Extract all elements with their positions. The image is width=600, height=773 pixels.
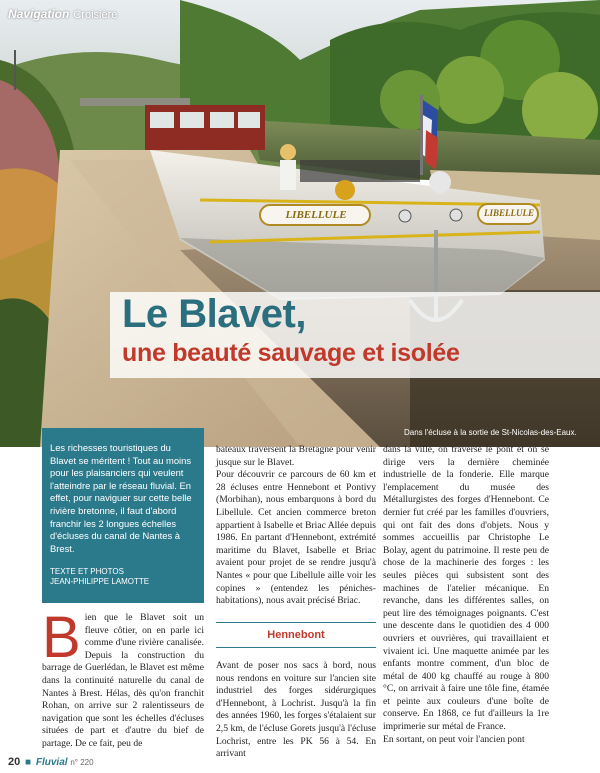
boat-name-front: LIBELLULE (285, 209, 347, 221)
page-number: 20 (8, 756, 21, 768)
article-column-2 (216, 444, 376, 608)
column-1-text: ien que le Blavet soit un fleuve côtier, on en parle ici comme d'une rivière canalisée. Depuis la construction du barrage de Guerlédan, le Blavet est même dans la continuité naturelle du canal de Nantes à Brest. Hélas, dès qu'on franchit Rohan, on arrive sur 2 ralentisseurs de navigation que sont les échelles d'écluses situées de part et d'autre du bief de partage. De ce fait, peu de (42, 612, 204, 749)
column-2-bottom-text: Avant de poser nos sacs à bord, nous nous rendons en voiture sur l'ancien site industriel des forges sidérurgiques d'Hennebont, à Lochrist. Jusqu'à la fin des années 1960, les forges s'étalaient sur 2,5 km, de l'écluse Gorets jusqu'à l'écluse Lochrist, entre les PK 56 à 54. En arrivant (216, 660, 376, 760)
column-2-top: bateaux traversent la Bretagne pour venir jusque sur le Blavet. (216, 444, 376, 468)
column-3-paragraph-1: dans la ville, on traverse le pont et on se dirige vers la dernière cheminée industrielle de la fonderie. Elle marque l'emplacement du musée des Métallurgistes des forges d'Hennebont. Ce dernier fut créé par les familles d'ouvriers, qui ont fait des dons d'objets. Nous y sommes accueillis par Christophe Le Bolay, agent du patrimoine. Il reste peu de chose de la machinerie des forges : les seules pièces qui subsistent sont des machines de l'atelier mécanique. En revanche, dans les différentes salles, on peut lire des témoignages poignants. C'est une descente dans le quotidien des 4 000 ouvriers et ouvrières, qui travaillaient et vivaient ici. Une maquette animée par les enfants montre comment, d'un bloc de métal de 400 kg chauffé au rouge à 800 °C, on arrivait à faire une tôle fine, étamée et peinte aux couleurs d'une boîte de conserve. En 1868, ce fut d'ailleurs la 1re imprimerie sur métal de France. (383, 444, 549, 733)
intro-text: Les richesses touristiques du Blavet se méritent ! Tout au moins pour les plaisanciers qui veulent l'atteindre par le réseau fluvial. En effet, pour naviguer sur cette belle rivière bretonne, il faut d'abord franchir les 2 longues échelles d'écluses du canal de Nantes à Brest. (50, 442, 192, 554)
credits (50, 567, 196, 587)
subsection-name: Croisière (73, 9, 118, 21)
credits-label: TEXTE ET PHOTOS (50, 567, 124, 577)
article-title: Le Blavet, (122, 292, 306, 336)
issue-number: n° 220 (70, 758, 94, 767)
photo-caption: Dans l'écluse à la sortie de St-Nicolas-des-Eaux. (404, 428, 577, 437)
footer-bullet-icon: ■ (25, 757, 32, 768)
intro-box (42, 428, 204, 603)
credits-author: JEAN-PHILIPPE LAMOTTE (50, 577, 150, 587)
boat-name-side: LIBELLULE (484, 208, 534, 218)
drop-cap: B (42, 605, 81, 670)
column-2-paragraph: Pour découvrir ce parcours de 60 km et 28 écluses entre Hennebont et Pontivy (Morbihan), nous embarquons à bord du Libellule. Cet ancien commerce breton appartient à Isabelle et Briac Allée depuis 1986. En partant d'Hennebont, extrémité maritime du Blavet, Isabelle et Briac avaient pour projet de se rendre jusqu'à Nantes « pour que Libellule aille voir les copines » (entendez les péniches-habitations), nous avait précisé Briac. (216, 469, 376, 607)
article-column-2-bottom (216, 660, 376, 761)
magazine-name: Fluvial (35, 757, 68, 768)
section-header (8, 7, 117, 21)
column-3-paragraph-2: En sortant, on peut voir l'ancien pont (383, 733, 525, 745)
page-footer (8, 756, 94, 768)
article-subtitle: une beauté sauvage et isolée (122, 339, 460, 367)
article-column-1 (42, 605, 204, 751)
section-name: Navigation (8, 7, 70, 21)
section-subhead: Hennebont (216, 622, 376, 648)
article-column-3 (383, 444, 549, 746)
